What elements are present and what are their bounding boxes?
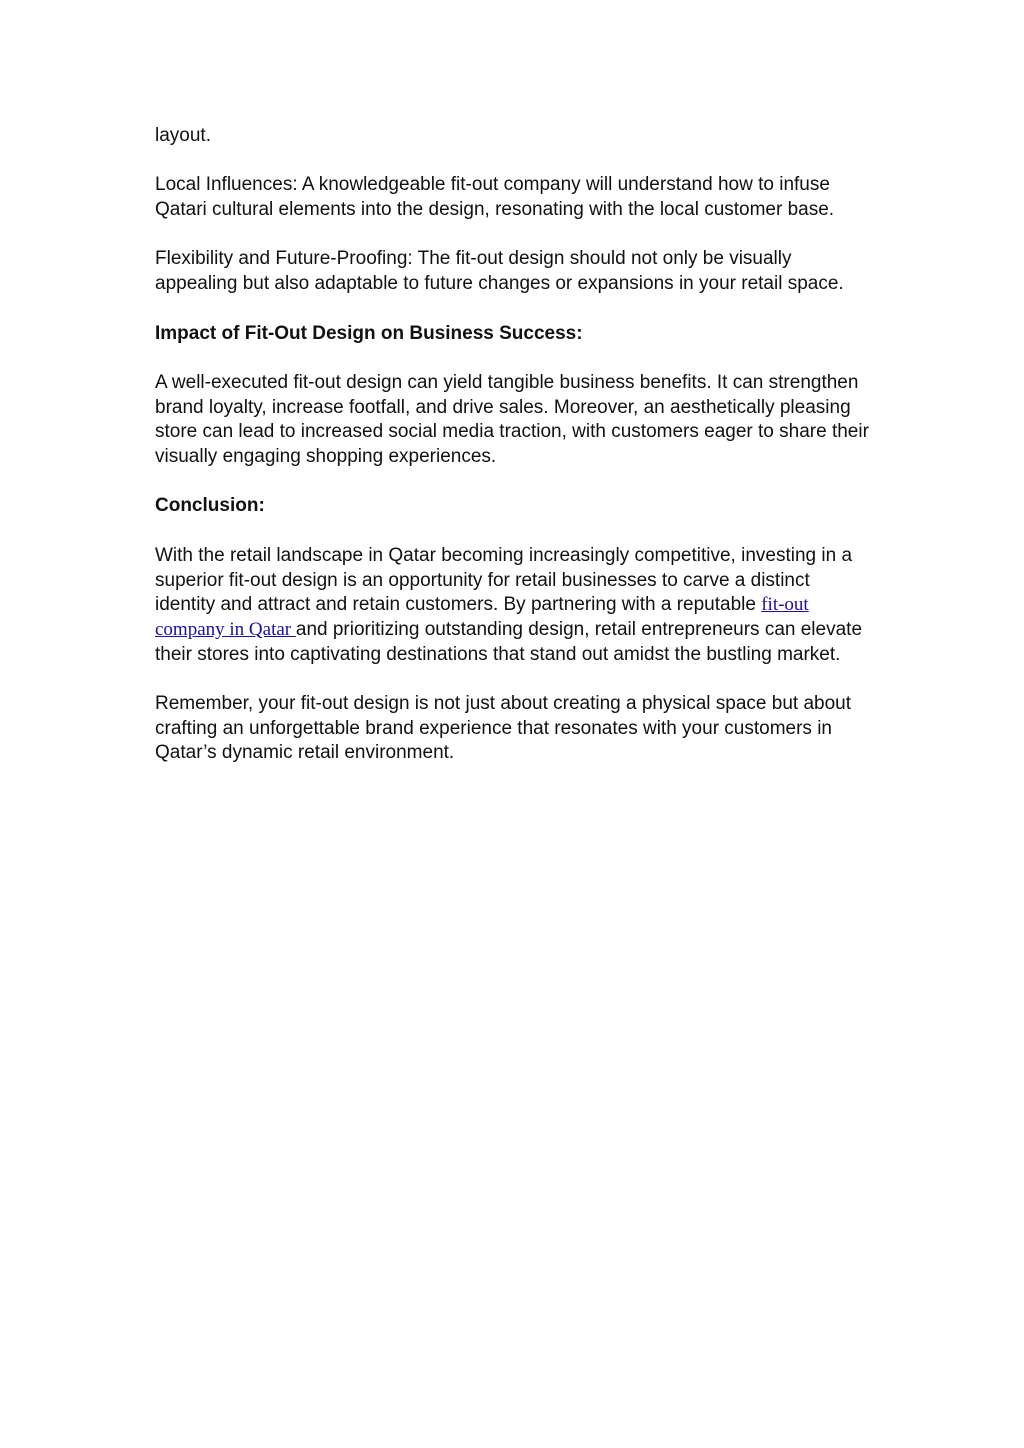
- paragraph-remember: Remember, your fit-out design is not just about creating a physical space but about crafting an unforgettable brand experience that resonates with your customers in Qatar’s dynamic retail environment.: [155, 693, 852, 764]
- heading-conclusion: Conclusion:: [155, 495, 265, 517]
- fit-out-company-link[interactable]: fit-out company in Qatar: [155, 594, 809, 640]
- document-body: [155, 124, 875, 791]
- paragraph-local-influences: Local Influences: A knowledgeable fit-out company will understand how to infuse Qatari cultural elements into the design, resonating with the local customer base.: [155, 174, 835, 221]
- paragraph-continuation: layout.: [155, 125, 211, 146]
- paragraph-conclusion: [155, 544, 875, 668]
- paragraph-conclusion-text-before: With the retail landscape in Qatar becoming increasingly competitive, investing in a superior fit-out design is an opportunity for retail businesses to carve a distinct identity and attract and retain customers. By partnering with a reputable: [155, 544, 853, 616]
- paragraph-impact: A well-executed fit-out design can yield tangible business benefits. It can strengthen brand loyalty, increase footfall, and drive sales. Moreover, an aesthetically pleasing store can lead to increased social media traction, with customers eager to share their visually engaging shopping experiences.: [155, 371, 869, 468]
- paragraph-flexibility: Flexibility and Future-Proofing: The fit-out design should not only be visually appealing but also adaptable to future changes or expansions in your retail space.: [155, 248, 844, 295]
- heading-impact: Impact of Fit-Out Design on Business Success:: [155, 322, 583, 344]
- paragraph-conclusion-text-after: and prioritizing outstanding design, retail entrepreneurs can elevate their stores into captivating destinations that stand out amidst the bustling market.: [155, 618, 863, 665]
